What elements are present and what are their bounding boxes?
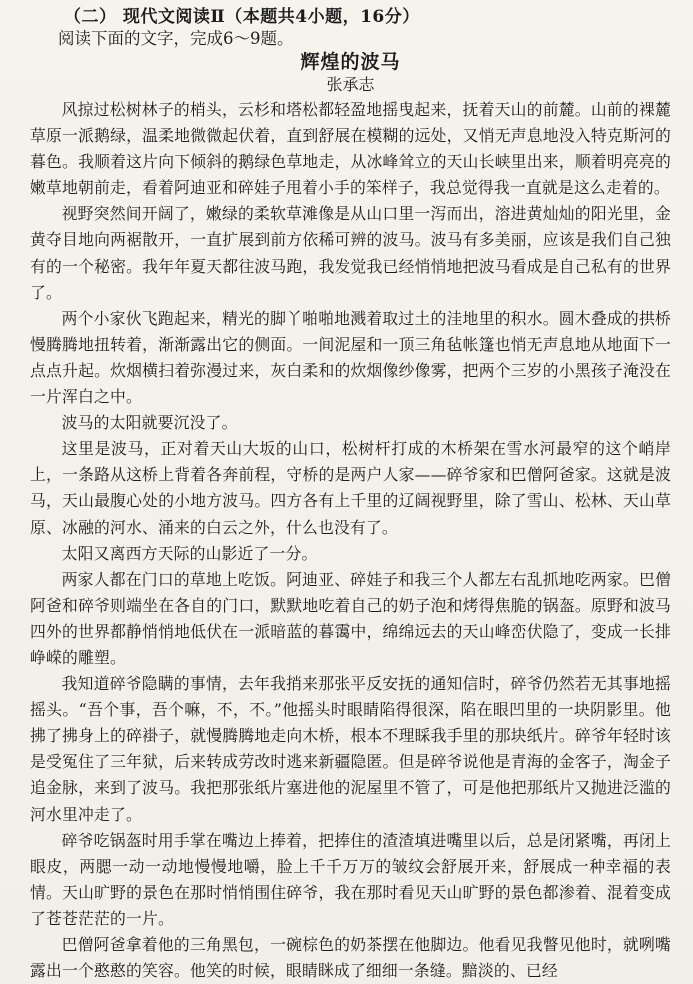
paragraph: 我知道碎爷隐瞒的事情，去年我捎来那张平反安抚的通知信时，碎爷仍然若无其事地摇摇头。“吾个事，吾个嘛，不，不。”他摇头时眼睛陷得很深，陷在眼凹里的一块阴影里。他拂了拂身上的碎褂子，就慢腾腾地走向木桥，根本不理睬我手里的那块纸片。碎爷年轻时该是受冤住了三年狱，后来转成劳改时逃来新疆隐匿。但是碎爷说他是青海的金客子，淘金子追金脉，来到了波马。我把那张纸片塞进他的泥屋里不管了，可是他把那纸片又抛进泛滥的河水里冲走了。 xyxy=(30,674,671,824)
section-header: （二） 现代文阅读Ⅱ（本题共4小题，16分） xyxy=(64,7,420,27)
paragraph: 两家人都在门口的草地上吃饭。阿迪亚、碎娃子和我三个人都左右乱抓地吃两家。巴僧阿爸和碎爷则端坐在各自的门口，默默地吃着自己的奶子泡和烤得焦脆的锅盔。原野和波马四外的世界都静悄悄地低伏在一派暗蓝的暮霭中，绵绵远去的天山峰峦伏隐了，变成一长排峥嵘的雕塑。 xyxy=(30,569,671,667)
paragraph: 这里是波马，正对着天山大坂的山口，松树杆打成的木桥架在雪水河最窄的这个峭岸上，一条路从这桥上背着各奔前程，守桥的是两户人家——碎爷家和巴僧阿爸家。这就是波马，天山最腹心处的小地方波马。四方各有上千里的辽阔视野里，除了雪山、松林、天山草原、冰融的河水、涌来的白云之外，什么也没有了。 xyxy=(30,439,671,537)
article-body xyxy=(30,97,671,984)
paragraph: 两个小家伙飞跑起来，精光的脚丫啪啪地溅着取过土的洼地里的积水。圆木叠成的拱桥慢腾腾地扭转着，渐渐露出它的侧面。一间泥屋和一顶三角毡帐篷也悄无声息地从地面下一点点升起。炊烟横扫着弥漫过来，灰白柔和的炊烟像纱像雾，把两个三岁的小黑孩子淹没在一片浑白之中。 xyxy=(30,308,671,407)
paragraph: 波马的太阳就要沉没了。 xyxy=(61,413,238,433)
paragraph: 巴僧阿爸拿着他的三角黑包，一碗棕色的奶茶摆在他脚边。他看见我瞥见他时，就咧嘴露出一个憨憨的笑容。他笑的时候，眼睛眯成了细细一条缝。黯淡的、已经 xyxy=(30,935,671,981)
paragraph: 太阳又离西方天际的山影近了一分。 xyxy=(61,543,318,563)
paragraph: 风掠过松树林子的梢头，云杉和塔松都轻盈地摇曳起来，抚着天山的前麓。山前的裸麓草原一派鹅绿，温柔地微微起伏着，直到舒展在模糊的远处，又悄无声息地没入特克斯河的暮色。我顺着这片向下倾斜的鹅绿色草地走，从冰峰耸立的天山长峡里出来，顺着明亮亮的嫩草地朝前走，看着阿迪亚和碎娃子甩着小手的笨样子，我总觉得我一直就是这么走着的。 xyxy=(30,100,671,198)
paragraph: 视野突然间开阔了，嫩绿的柔软草滩像是从山口里一泻而出，溶进黄灿灿的阳光里，金黄夺目地向两裾散开，一直扩展到前方依稀可辨的波马。波马有多美丽，应该是我们自己独有的一个秘密。我年年夏天都往波马跑，我发觉我已经悄悄地把波马看成是自己私有的世界了。 xyxy=(30,204,671,302)
reading-instruction: 阅读下面的文字，完成6～9题。 xyxy=(58,29,294,48)
paragraph: 碎爷吃锅盔时用手掌在嘴边上捧着，把捧住的渣渣填进嘴里以后，总是闭紧嘴，再闭上眼皮，两腮一动一动地慢慢地嚼，脸上千千万万的皱纹会舒展开来，舒展成一种幸福的表情。天山旷野的景色在那时悄悄围住碎爷，我在那时看见天山旷野的景色都渗着、混着变成了苍苍茫茫的一片。 xyxy=(30,830,671,928)
article-author: 张承志 xyxy=(326,75,375,94)
article-title: 辉煌的波马 xyxy=(300,51,401,73)
